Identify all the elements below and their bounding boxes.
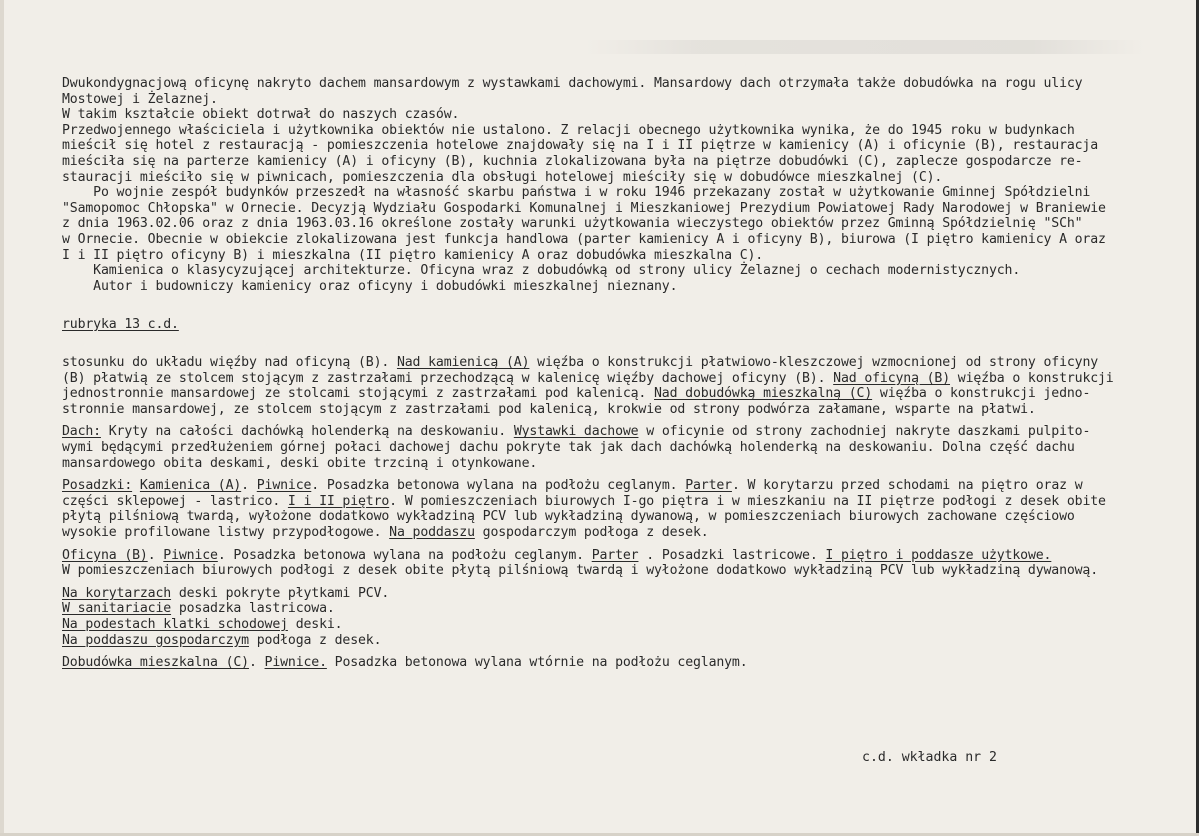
text-run: . <box>241 478 257 494</box>
underlined-term: Na poddaszu <box>389 525 475 541</box>
dobudowka-paragraph <box>62 655 1152 671</box>
underlined-term: Piwnice. <box>264 655 327 671</box>
underlined-term: I piętro i poddasze użytkowe. <box>825 547 1052 563</box>
text-line: I i II piętro oficyny B) i mieszkalna (II piętro kamienicy A oraz dobudówka mieszkalna C). <box>62 247 764 263</box>
text-line <box>62 548 1152 564</box>
text-line: w Ornecie. Obecnie w obiekcie zlokalizowana jest funkcja handlowa (parter kamienicy A i oficyny B), biurowa (I piętro kamienicy A oraz <box>62 231 1106 247</box>
underlined-term: Kamienica (A) <box>139 478 242 494</box>
text-line: wymi będącymi przedłużeniem górnej połaci dachowej dachu pokryte tak jak dach dachówką holenderką na deskowaniu. Dolna część dachu <box>62 440 1075 456</box>
list-item <box>62 617 1152 633</box>
underlined-term: Wystawki dachowe <box>513 424 639 440</box>
text-run: . Posadzka betonowa wylana na podłożu ceglanym. <box>311 478 686 494</box>
underlined-term: I i II piętro <box>287 493 390 509</box>
text-line <box>62 424 1152 440</box>
rubryka-label: rubryka 13 c.d. <box>62 316 179 332</box>
text-line: Kamienica o klasycyzującej architekturze. Oficyna wraz z dobudówką od strony ulicy Żelaznej o cechach modernistycznych. <box>62 263 1021 279</box>
dach-paragraph <box>62 424 1152 471</box>
text-line <box>62 478 1152 494</box>
underlined-term: Nad oficyną (B) <box>833 370 951 386</box>
text-run: wysokie profilowane listwy przypodłogowe. <box>62 525 390 541</box>
text-run: . <box>248 655 265 671</box>
underlined-term: Piwnice <box>256 478 312 494</box>
list-item <box>62 586 1152 602</box>
text-line: W pomieszczeniach biurowych podłogi z desek obite płytą pilśniową twardą i wyłożone dodatkowo wykładziną PCV lub wykładziną dywanową. <box>62 563 1099 579</box>
text-run: w oficynie od strony zachodniej nakryte daszkami pulpito- <box>638 424 1091 440</box>
underlined-term: Na korytarzach <box>62 585 172 601</box>
spacer <box>62 294 1152 310</box>
underlined-term: Oficyna (B) <box>62 547 148 563</box>
text-run: stosunku do układu więźby nad oficyną (B). <box>62 355 397 371</box>
text-line <box>62 525 1152 541</box>
spacer <box>62 579 1152 586</box>
text-line: Po wojnie zespół budynków przeszedł na własność skarbu państwa i w roku 1946 przekazany został w użytkowanie Gminnej Spółdzielni <box>62 185 1091 201</box>
continuation-note: c.d. wkładka nr 2 <box>862 750 997 765</box>
text-run: posadzka lastricowa. <box>171 601 335 617</box>
underlined-term: Dobudówka mieszkalna (C) <box>62 655 249 671</box>
list-item <box>62 633 1152 649</box>
text-run: podłoga z desek. <box>248 632 382 648</box>
underlined-term: W sanitariacie <box>62 601 172 617</box>
underlined-term: Na poddaszu gospodarczym <box>62 632 249 648</box>
text-line: Autor i budowniczy kamienicy oraz oficyny i dobudówki mieszkalnej nieznany. <box>62 278 678 294</box>
text-line: Przedwojennego właściciela i użytkownika obiektów nie ustalono. Z relacji obecnego użytkownika wynika, że do 1945 roku w budynkach <box>62 122 1075 138</box>
text-line <box>62 386 1152 402</box>
text-line: W takim kształcie obiekt dotrwał do naszych czasów. <box>62 107 460 123</box>
spacer <box>62 333 1152 349</box>
underlined-term: Parter <box>685 478 732 494</box>
show-through-text-bleed <box>585 40 1145 54</box>
spacer <box>62 471 1152 478</box>
text-line: z dnia 1963.02.06 oraz z dnia 1963.03.16 określone zostały warunki użytkowania wieczystego obiektów przez Gminną Spółdzielnię "SCh" <box>62 216 1083 232</box>
text-run: . Posadzki lastricowe. <box>638 547 826 563</box>
text-run: więźba o konstrukcji jedno- <box>872 386 1091 402</box>
section-label-dach: Dach: <box>62 424 101 440</box>
text-run: . W korytarzu przed schodami na piętro oraz w <box>731 478 1083 494</box>
text-line: "Samopomoc Chłopska" w Ornecie. Decyzją Wydziału Gospodarki Komunalnej i Mieszkaniowej Prezydium Powiatowej Rady Narodowej w Braniewie <box>62 200 1106 216</box>
text-run: więźba o konstrukcji <box>950 370 1114 386</box>
text-line: mieściła się na parterze kamienicy (A) i oficyny (B), kuchnia zlokalizowana była na piętrze dobudówki (C), zaplecze gospodarcze re- <box>62 153 1083 169</box>
text-run: Posadzka betonowa wylana wtórnie na podłożu ceglanym. <box>326 655 748 671</box>
text-run: . <box>147 547 164 563</box>
text-line: stronnie mansardowej, ze stolcem stojącym z zastrzałami pod kalenicą, krokwie od strony podwórza załamane, wsparte na płatwi. <box>62 401 1036 417</box>
underlined-term: Nad kamienicą (A) <box>396 355 530 371</box>
text-run: deski. <box>287 617 343 632</box>
wiezba-paragraph <box>62 355 1152 417</box>
underlined-term: Parter <box>591 547 639 563</box>
spacer <box>62 541 1152 548</box>
text-line <box>62 371 1152 387</box>
underlined-term: Na podestach klatki schodowej <box>62 617 288 632</box>
text-line: mansardowego obita deskami, deski obite trzciną i otynkowane. <box>62 455 538 471</box>
text-line: płytą pilśniową twardą, wyłożone dodatkowo wykładziną PCV lub wykładziną dywanową, w pomieszczeniach biurowych zachowane częściowo <box>62 509 1075 525</box>
section-heading-rubryka <box>62 317 1152 333</box>
text-run: części sklepowej - lastrico. <box>62 493 288 509</box>
text-line: Dwukondygnacjową oficynę nakryto dachem mansardowym z wystawkami dachowymi. Mansardowy dach otrzymała także dobudówka na rogu ulicy <box>62 76 1083 91</box>
text-run: deski pokryte płytkami PCV. <box>171 585 390 601</box>
text-line: mieścił się hotel z restauracją - pomieszczenia hotelowe znajdowały się na I i II piętrze w kamienicy (A) i oficynie (B), restauracja <box>62 138 1099 154</box>
text-run: (B) płatwią ze stolcem stojącym z zastrzałami przechodzącą w kalenicę więźby dachowej oficyny (B). <box>62 370 834 386</box>
typed-text-body <box>62 76 1152 671</box>
text-line: Mostowej i Żelaznej. <box>62 91 218 107</box>
text-line <box>62 494 1152 510</box>
text-run: Kryty na całości dachówką holenderką na deskowaniu. <box>100 424 514 440</box>
text-run: gospodarczym podłoga z desek. <box>474 525 709 541</box>
oficyna-paragraph <box>62 548 1152 579</box>
top-paragraphs <box>62 76 1152 294</box>
underlined-term: Nad dobudówką mieszkalną (C) <box>654 386 873 402</box>
floor-list <box>62 586 1152 648</box>
page-edge-left <box>0 0 4 836</box>
text-run: . Posadzka betonowa wylana na podłożu ceglanym. <box>217 547 592 563</box>
section-label-posadzki: Posadzki: <box>62 478 133 494</box>
list-item <box>62 601 1152 617</box>
text-run: więźba o konstrukcji płatwiowo-kleszczowej wzmocnionej od strony oficyny <box>529 355 1099 371</box>
text-line: stauracji mieściło się w piwnicach, pomieszczenia dla obsługi hotelowej mieściły się w dobudówce mieszkalnej (C). <box>62 169 943 185</box>
posadzki-paragraph <box>62 478 1152 540</box>
spacer <box>62 310 1152 317</box>
underlined-term: Piwnice <box>163 547 218 563</box>
text-line <box>62 655 1152 671</box>
text-run <box>132 478 140 493</box>
text-run: . W pomieszczeniach biurowych I-go piętra i w mieszkaniu na II piętrze podłogi z desek obite <box>389 493 1106 509</box>
text-line <box>62 355 1152 371</box>
text-run: jednostronnie mansardowej ze stolcami stojącymi z zastrzałami pod kalenicą. <box>62 386 655 402</box>
